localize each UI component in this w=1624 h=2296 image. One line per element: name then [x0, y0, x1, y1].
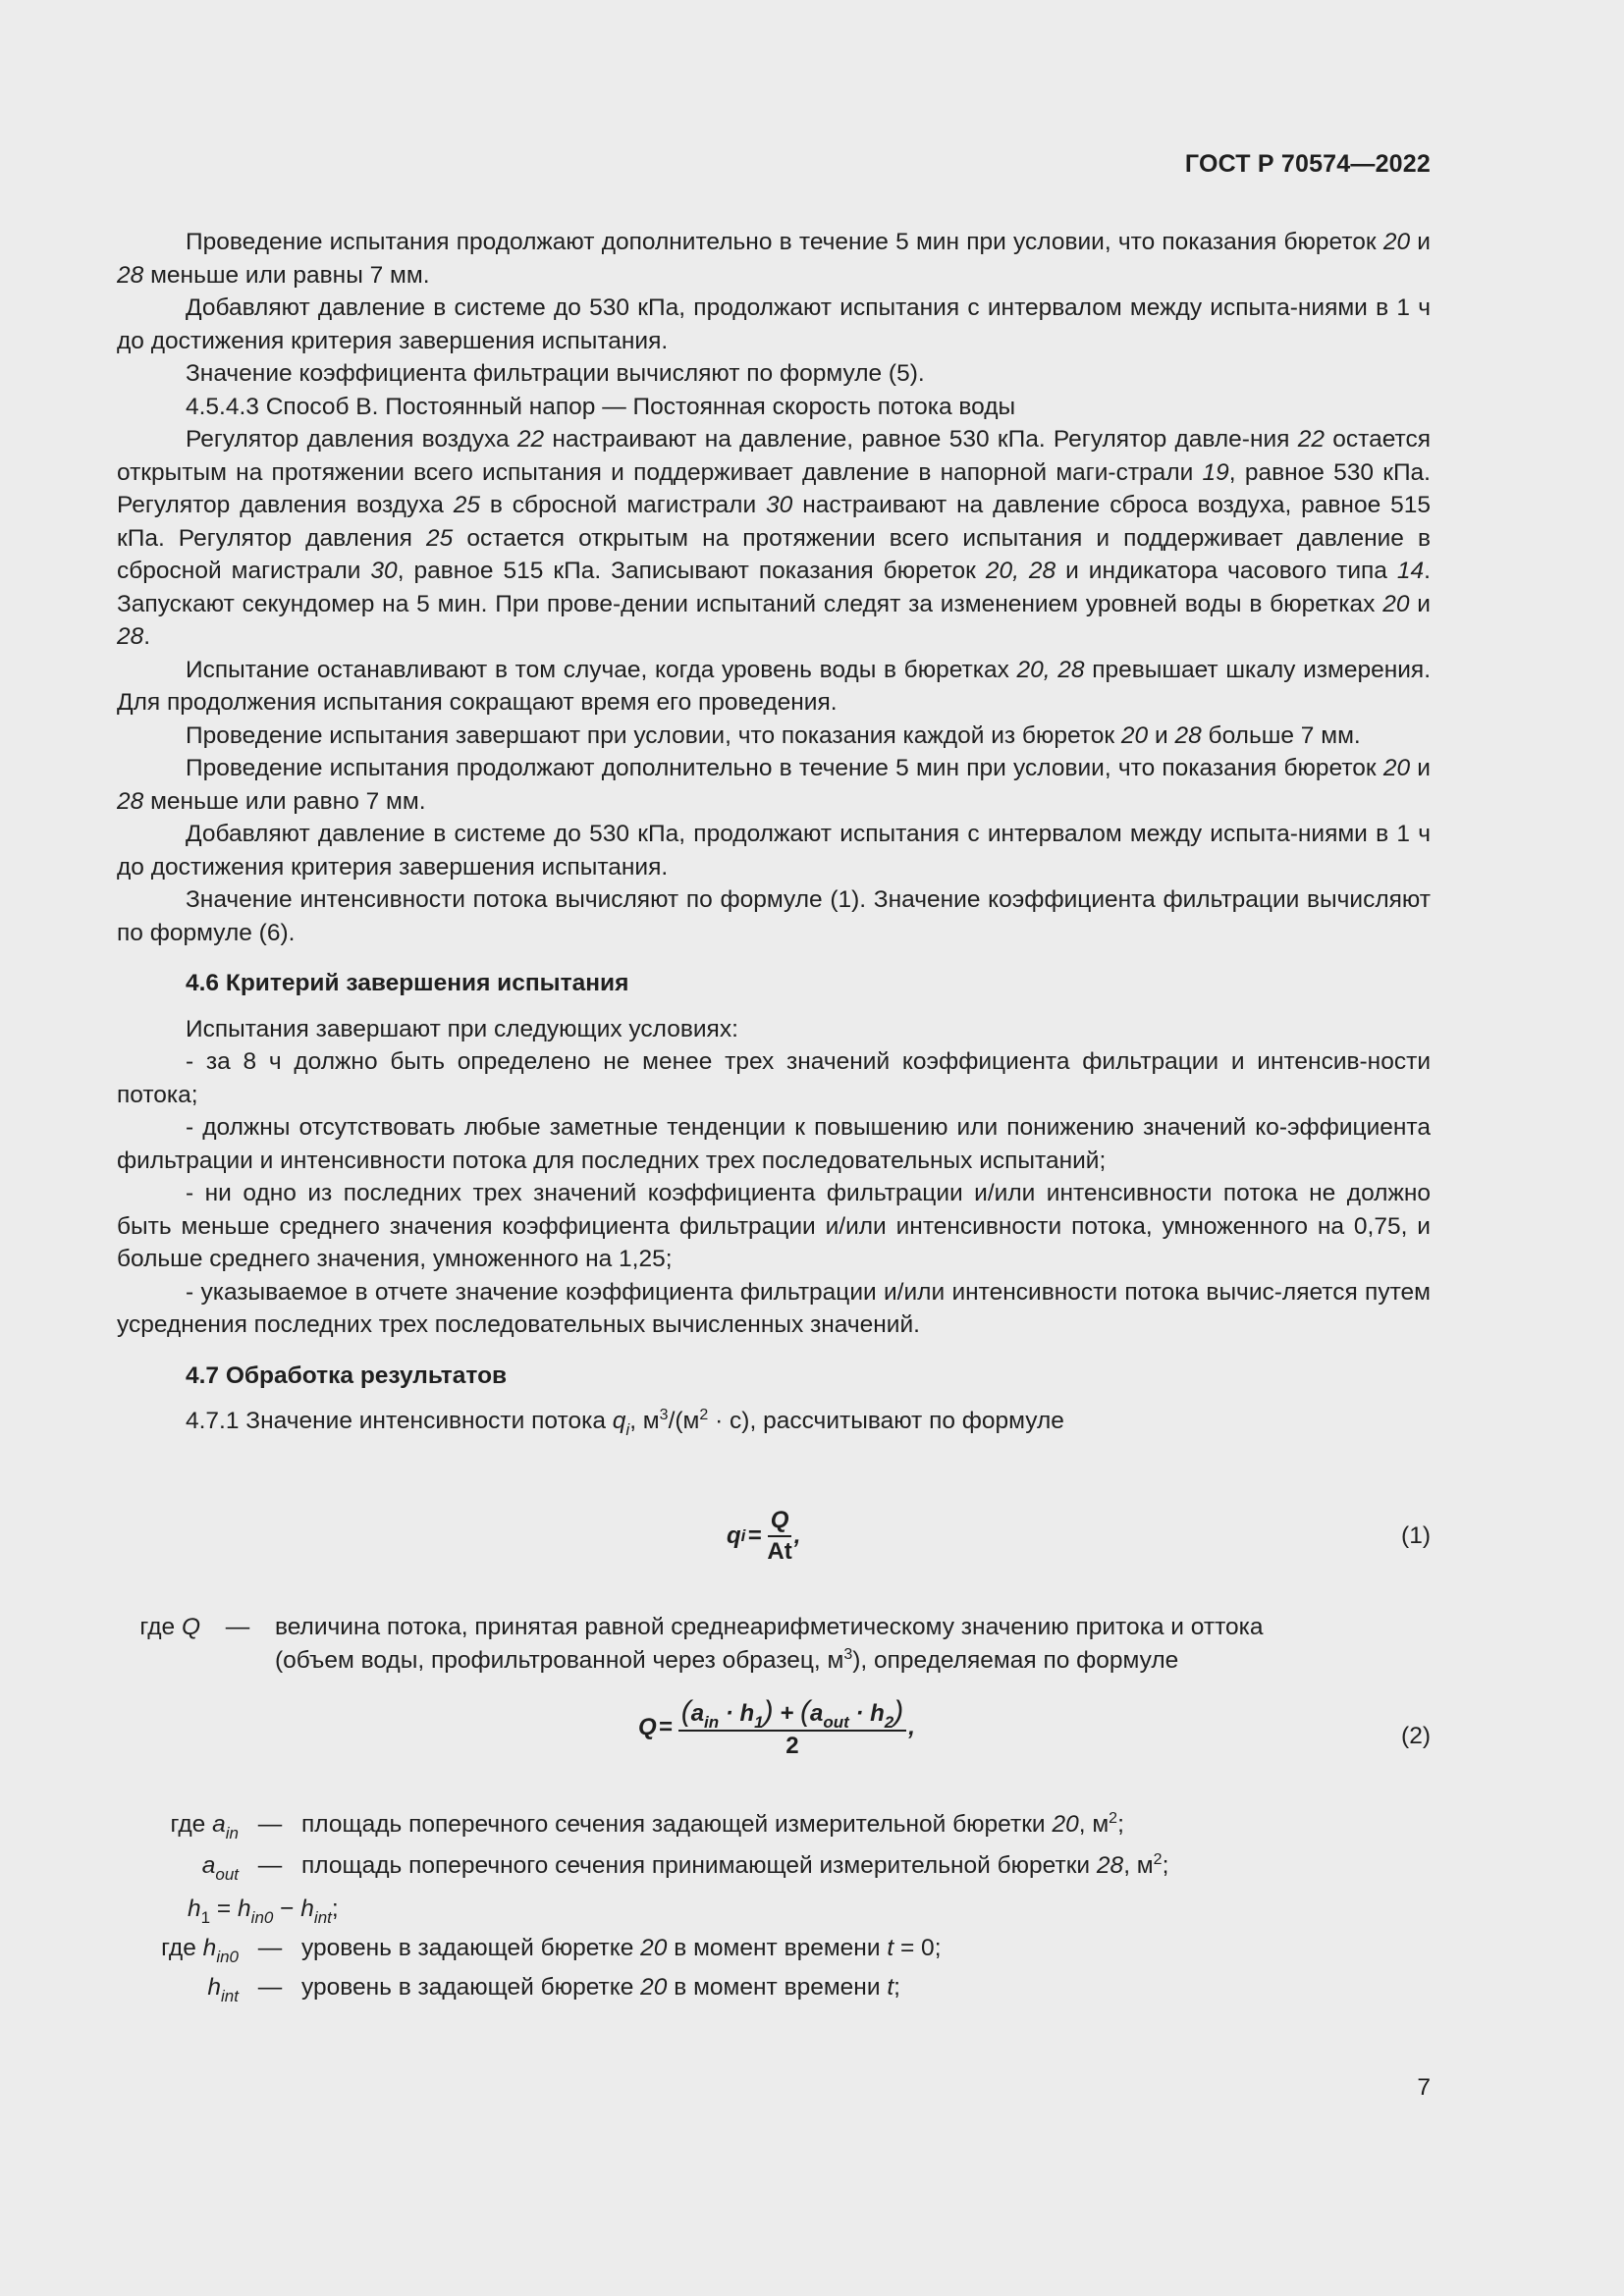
section-heading: 4.7 Обработка результатов — [186, 1362, 508, 1389]
document-header: ГОСТ Р 70574—2022 — [1184, 150, 1431, 178]
page-number: 7 — [1417, 2074, 1431, 2101]
document-body — [117, 226, 1431, 1438]
paragraph: Испытание останавливают в том случае, когда уровень воды в бюретках 20, 28 превышает шкалу измерения. Для продолжения испытания сокращают время его проведения. — [117, 656, 1431, 716]
where-row: $h_{int}$ — уровень в задающей бюретке 20 в момент времени t; — [207, 1974, 900, 2005]
where-row: $a_{out}$ — площадь поперечного сечения принимающей измерительной бюретки 28, $м^2$; — [201, 1851, 1169, 1884]
paragraph: Проведение испытания завершают при условии, что показания каждой из бюреток 20 и 28 больше 7 мм. — [186, 721, 1361, 749]
formula-1: q i = $\frac{Q}{At}$ , — [727, 1507, 801, 1565]
paragraph: Проведение испытания продолжают дополнительно в течение 5 мин при условии, что показания бюреток 20 и 28 меньше или равно 7 мм. — [117, 755, 1431, 815]
paragraph: Испытания завершают при следующих условиях: — [186, 1015, 738, 1042]
paragraph: Добавляют давление в системе до 530 кПа, продолжают испытания с интервалом между испыта-ниями в 1 ч до достижения критерия завершения испытания. — [117, 821, 1431, 881]
list-item: - ни одно из последних трех значений коэффициента фильтрации и/или интенсивности потока не должно быть меньше среднего значения коэффициента фильтрации и/или интенсивности потока, умноженного на 0,75, и больше среднего значения, умноженного на 1,25; — [117, 1180, 1431, 1272]
where-row: $h_1 = h_{in0} - h_{int}$; — [188, 1896, 339, 1927]
list-item: - за 8 ч должно быть определено не менее трех значений коэффициента фильтрации и интенсив-ности потока; — [117, 1048, 1431, 1108]
paragraph: 4.7.1 Значение интенсивности потока $q_i$, $м^3/(м^2 \cdot с)$, рассчитывают по формуле — [186, 1407, 1064, 1439]
list-item: - должны отсутствовать любые заметные тенденции к повышению или понижению значений ко-эффициента фильтрации и интенсивности потока для последних трех последовательных испытаний; — [117, 1114, 1431, 1174]
paragraph: Регулятор давления воздуха 22 настраивают на давление, равное 530 кПа. Регулятор давле-ния 22 остается открытым на протяжении всего испытания и поддерживает давление в напорной маги-страли 19, равное 530 кПа. Регулятор давления воздуха 25 в сбросной магистрали 30 настраивают на давление сброса воздуха, равное 515 кПа. Регулятор давления 25 остается открытым на протяжении всего испытания и поддерживает давление в сбросной магистрали 30, равное 515 кПа. Записывают показания бюреток 20, 28 и индикатора часового типа 14. Запускают секундомер на 5 мин. При прове-дении испытаний следят за изменением уровней воды в бюретках 20 и 28. — [117, 426, 1431, 650]
section-heading: 4.6 Критерий завершения испытания — [186, 970, 629, 996]
list-item: - указываемое в отчете значение коэффициента фильтрации и/или интенсивности потока вычис-ляется путем усреднения последних трех последовательных вычисленных значений. — [117, 1278, 1431, 1338]
equation-number: (1) — [1401, 1522, 1431, 1549]
where-row: где $a_{in}$ — площадь поперечного сечения задающей измерительной бюретки 20, $м^2$; — [170, 1810, 1124, 1842]
paragraph: Проведение испытания продолжают дополнительно в течение 5 мин при условии, что показания бюреток 20 и 28 меньше или равны 7 мм. — [117, 229, 1431, 289]
formula-2: Q = $\frac{(a_{in} \cdot h_1) + (a_{out} \cdot h_2)}{2}$ , — [638, 1695, 915, 1759]
subsection-title: 4.5.4.3 Способ В. Постоянный напор — Постоянная скорость потока воды — [186, 393, 1016, 420]
equation-number: (2) — [1401, 1723, 1431, 1749]
where-row: где Q — величина потока, принятая равной среднеарифметическому значению притока и оттока (объем воды, профильтрованной через образец, $м^3$), определяемая по формуле — [139, 1614, 1264, 1674]
paragraph: Добавляют давление в системе до 530 кПа, продолжают испытания с интервалом между испыта-ниями в 1 ч до достижения критерия завершения испытания. — [117, 294, 1431, 354]
paragraph: Значение коэффициента фильтрации вычисляют по формуле (5). — [186, 360, 925, 387]
paragraph: Значение интенсивности потока вычисляют по формуле (1). Значение коэффициента фильтрации вычисляют по формуле (6). — [117, 886, 1431, 946]
where-row: где $h_{in0}$ — уровень в задающей бюретке 20 в момент времени t = 0; — [161, 1935, 942, 1966]
